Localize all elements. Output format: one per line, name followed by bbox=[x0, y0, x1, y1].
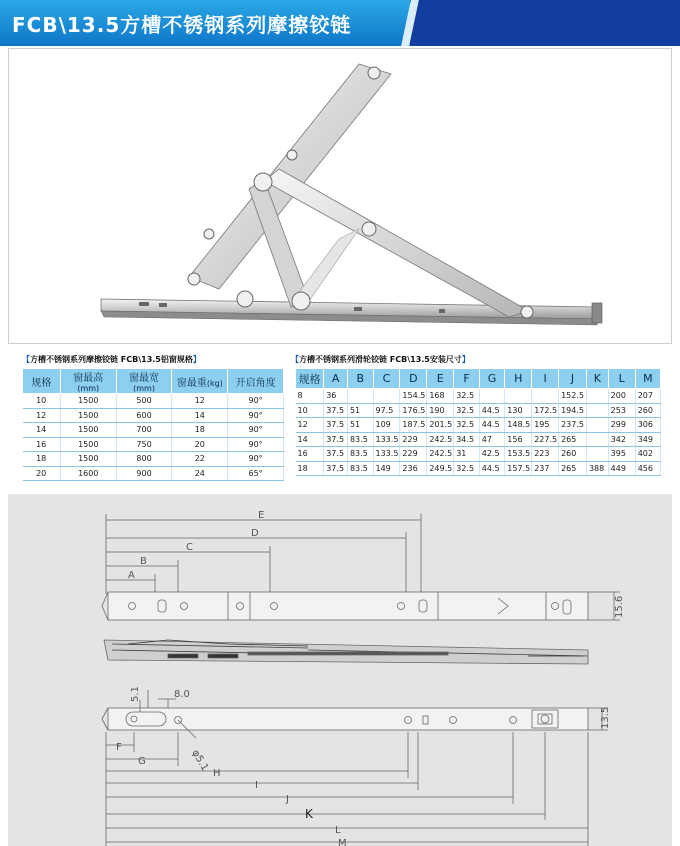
table1-cell: 1500 bbox=[60, 437, 116, 452]
title-bracket-close: 】 bbox=[192, 355, 201, 364]
table2-cell: 229 bbox=[400, 447, 427, 462]
hinge-spec-table bbox=[22, 368, 284, 481]
table2-cell: 195 bbox=[532, 418, 559, 433]
table2-cell: 242.5 bbox=[427, 432, 454, 447]
table1-cell: 18 bbox=[172, 423, 228, 438]
dim-label-h: H bbox=[213, 768, 221, 779]
table2-cell: 260 bbox=[559, 447, 587, 462]
table1-cell: 90° bbox=[228, 423, 284, 438]
table2-cell: 194.5 bbox=[559, 403, 587, 418]
dim-label-k: K bbox=[305, 807, 313, 821]
table1-cell: 800 bbox=[116, 452, 172, 467]
table2-cell bbox=[586, 403, 608, 418]
table1-cell: 1500 bbox=[60, 423, 116, 438]
table2-cell: 388 bbox=[586, 461, 608, 476]
table2-cell: 8 bbox=[296, 389, 324, 404]
dim-label-e: E bbox=[258, 510, 265, 521]
dim-label-5-1: 5.1 bbox=[130, 686, 141, 702]
table2-cell bbox=[586, 389, 608, 404]
table2-cell: 227.5 bbox=[532, 432, 559, 447]
dim-label-13-5: 13.5 bbox=[600, 706, 611, 729]
table2-cell: 36 bbox=[324, 389, 348, 404]
table2-cell bbox=[532, 389, 559, 404]
table2-cell: 176.5 bbox=[400, 403, 427, 418]
table2-cell: 32.5 bbox=[454, 389, 480, 404]
title-bracket-open: 【 bbox=[22, 355, 30, 364]
table2-cell: 44.5 bbox=[479, 461, 505, 476]
table1-title bbox=[22, 354, 201, 365]
table2-cell: 133.5 bbox=[373, 432, 400, 447]
table2-cell: 37.5 bbox=[324, 461, 348, 476]
table1-title-text: 方槽不锈钢系列摩擦铰链 FCB\13.5铝窗规格 bbox=[30, 355, 193, 364]
table2-header-cell: F bbox=[454, 369, 480, 389]
table2-cell bbox=[586, 447, 608, 462]
install-dimension-table bbox=[295, 368, 661, 476]
table2-cell: 32.5 bbox=[454, 418, 480, 433]
table2-cell: 16 bbox=[296, 447, 324, 462]
table2-header-cell: I bbox=[532, 369, 559, 389]
table2-cell: 299 bbox=[608, 418, 635, 433]
table2-cell: 51 bbox=[347, 403, 373, 418]
table1-cell: 1500 bbox=[60, 394, 116, 409]
table2-cell: 237 bbox=[532, 461, 559, 476]
table2-row bbox=[296, 389, 661, 404]
table2-cell: 168 bbox=[427, 389, 454, 404]
table2-header-cell: J bbox=[559, 369, 587, 389]
header-banner bbox=[0, 0, 680, 46]
table1-header-cell: 窗最宽(mm) bbox=[116, 369, 172, 394]
table2-header-cell: E bbox=[427, 369, 454, 389]
table2-header-cell: D bbox=[400, 369, 427, 389]
table2-cell: 44.5 bbox=[479, 418, 505, 433]
page-title: FCB\13.5方槽不锈钢系列摩擦铰链 bbox=[12, 13, 352, 37]
dim-label-i: I bbox=[255, 780, 258, 791]
dim-label-a: A bbox=[128, 570, 135, 581]
table2-header-cell: H bbox=[505, 369, 532, 389]
table2-cell: 242.5 bbox=[427, 447, 454, 462]
dimension-drawing bbox=[8, 494, 672, 846]
table2-cell: 109 bbox=[373, 418, 400, 433]
table2-cell: 44.5 bbox=[479, 403, 505, 418]
table1-cell: 14 bbox=[172, 408, 228, 423]
table2-cell: 42.5 bbox=[479, 447, 505, 462]
table1-body bbox=[23, 394, 284, 481]
table2-header-cell: K bbox=[586, 369, 608, 389]
table2-cell: 253 bbox=[608, 403, 635, 418]
table1-cell: 14 bbox=[23, 423, 61, 438]
table2-row bbox=[296, 432, 661, 447]
table2-title bbox=[291, 354, 470, 365]
title-bracket-close: 】 bbox=[461, 355, 470, 364]
table2-row bbox=[296, 461, 661, 476]
product-photo bbox=[8, 48, 672, 344]
table1-cell: 18 bbox=[23, 452, 61, 467]
table2-cell: 201.5 bbox=[427, 418, 454, 433]
table1-cell: 22 bbox=[172, 452, 228, 467]
table2-row bbox=[296, 403, 661, 418]
table2-cell: 172.5 bbox=[532, 403, 559, 418]
table2-cell bbox=[505, 389, 532, 404]
table2-cell: 152.5 bbox=[559, 389, 587, 404]
table2-cell: 133.5 bbox=[373, 447, 400, 462]
dim-label-8-0: 8.0 bbox=[174, 689, 190, 700]
table1-cell: 12 bbox=[23, 408, 61, 423]
table1-cell: 20 bbox=[172, 437, 228, 452]
table1-cell: 750 bbox=[116, 437, 172, 452]
table2-header-row bbox=[296, 369, 661, 389]
table2-cell: 249.5 bbox=[427, 461, 454, 476]
table2-header-cell: 规格 bbox=[296, 369, 324, 389]
table2-cell: 200 bbox=[608, 389, 635, 404]
table1-cell: 16 bbox=[23, 437, 61, 452]
table2-cell: 130 bbox=[505, 403, 532, 418]
table2-cell: 237.5 bbox=[559, 418, 587, 433]
table2-cell: 148.5 bbox=[505, 418, 532, 433]
dim-label-m: M bbox=[338, 838, 347, 846]
table2-cell: 12 bbox=[296, 418, 324, 433]
table2-cell: 349 bbox=[635, 432, 660, 447]
table1-cell: 1500 bbox=[60, 452, 116, 467]
table2-cell: 10 bbox=[296, 403, 324, 418]
table2-cell: 260 bbox=[635, 403, 660, 418]
dim-label-l: L bbox=[335, 825, 341, 836]
table1-row bbox=[23, 423, 284, 438]
table2-cell: 31 bbox=[454, 447, 480, 462]
table1-cell: 500 bbox=[116, 394, 172, 409]
table2-cell bbox=[373, 389, 400, 404]
table1-cell: 24 bbox=[172, 466, 228, 481]
table1-row bbox=[23, 466, 284, 481]
title-bracket-open: 【 bbox=[291, 355, 299, 364]
table2-cell: 83.5 bbox=[347, 432, 373, 447]
table2-cell: 97.5 bbox=[373, 403, 400, 418]
table2-cell: 402 bbox=[635, 447, 660, 462]
table2-cell bbox=[479, 389, 505, 404]
table2-cell: 37.5 bbox=[324, 418, 348, 433]
table2-cell: 342 bbox=[608, 432, 635, 447]
table2-cell: 265 bbox=[559, 461, 587, 476]
table2-cell: 37.5 bbox=[324, 432, 348, 447]
table2-cell bbox=[347, 389, 373, 404]
dim-label-15-6: 15.6 bbox=[614, 595, 625, 618]
table1-row bbox=[23, 408, 284, 423]
table1-row bbox=[23, 394, 284, 409]
table2-cell: 236 bbox=[400, 461, 427, 476]
table1-header-row bbox=[23, 369, 284, 394]
table1-cell: 600 bbox=[116, 408, 172, 423]
table2-cell: 265 bbox=[559, 432, 587, 447]
table2-cell: 37.5 bbox=[324, 403, 348, 418]
table2-header-cell: M bbox=[635, 369, 660, 389]
table2-cell: 18 bbox=[296, 461, 324, 476]
table2-cell: 32.5 bbox=[454, 403, 480, 418]
table1-cell: 90° bbox=[228, 394, 284, 409]
dim-label-f: F bbox=[116, 742, 122, 753]
table1-header-cell: 开启角度 bbox=[228, 369, 284, 394]
table2-cell: 47 bbox=[479, 432, 505, 447]
table1-cell: 700 bbox=[116, 423, 172, 438]
table2-row bbox=[296, 418, 661, 433]
table2-cell: 190 bbox=[427, 403, 454, 418]
table2-header-cell: L bbox=[608, 369, 635, 389]
table2-cell: 187.5 bbox=[400, 418, 427, 433]
dim-label-c: C bbox=[186, 542, 193, 553]
table2-row bbox=[296, 447, 661, 462]
table1-cell: 1500 bbox=[60, 408, 116, 423]
table2-cell: 83.5 bbox=[347, 461, 373, 476]
table1-cell: 10 bbox=[23, 394, 61, 409]
dim-label-b: B bbox=[140, 556, 147, 567]
table1-cell: 900 bbox=[116, 466, 172, 481]
table2-cell: 34.5 bbox=[454, 432, 480, 447]
table2-header-cell: C bbox=[373, 369, 400, 389]
hinge-illustration bbox=[9, 49, 673, 345]
table2-cell: 449 bbox=[608, 461, 635, 476]
table2-cell: 37.5 bbox=[324, 447, 348, 462]
table2-cell: 456 bbox=[635, 461, 660, 476]
table2-cell: 32.5 bbox=[454, 461, 480, 476]
table2-header-cell: G bbox=[479, 369, 505, 389]
header-dark-block bbox=[410, 0, 680, 46]
technical-drawing bbox=[8, 494, 672, 846]
table2-cell: 14 bbox=[296, 432, 324, 447]
table1-cell: 12 bbox=[172, 394, 228, 409]
table2-cell bbox=[586, 432, 608, 447]
table1-header-cell: 窗最重(kg) bbox=[172, 369, 228, 394]
table2-cell: 306 bbox=[635, 418, 660, 433]
dim-label-j: J bbox=[286, 794, 289, 805]
table2-header-cell: B bbox=[347, 369, 373, 389]
table2-body bbox=[296, 389, 661, 476]
table2-cell bbox=[586, 418, 608, 433]
table2-cell: 229 bbox=[400, 432, 427, 447]
table2-cell: 154.5 bbox=[400, 389, 427, 404]
dim-label-d: D bbox=[251, 528, 259, 539]
table1-header-cell: 规格 bbox=[23, 369, 61, 394]
dim-label-hole: φ5.1 bbox=[189, 748, 211, 773]
table1-cell: 90° bbox=[228, 452, 284, 467]
table2-header-cell: A bbox=[324, 369, 348, 389]
table1-cell: 65° bbox=[228, 466, 284, 481]
table2-cell: 156 bbox=[505, 432, 532, 447]
table1-cell: 20 bbox=[23, 466, 61, 481]
table2-cell: 395 bbox=[608, 447, 635, 462]
table2-cell: 207 bbox=[635, 389, 660, 404]
table2-title-text: 方槽不锈钢系列滑轮铰链 FCB\13.5安装尺寸 bbox=[299, 355, 462, 364]
table2-cell: 149 bbox=[373, 461, 400, 476]
table2-cell: 153.5 bbox=[505, 447, 532, 462]
table1-row bbox=[23, 452, 284, 467]
table1-cell: 90° bbox=[228, 408, 284, 423]
table1-cell: 90° bbox=[228, 437, 284, 452]
dim-label-g: G bbox=[138, 756, 146, 767]
table1-header-cell: 窗最高(mm) bbox=[60, 369, 116, 394]
table2-cell: 157.5 bbox=[505, 461, 532, 476]
table2-cell: 83.5 bbox=[347, 447, 373, 462]
table2-cell: 223 bbox=[532, 447, 559, 462]
table1-cell: 1600 bbox=[60, 466, 116, 481]
table1-row bbox=[23, 437, 284, 452]
table2-cell: 51 bbox=[347, 418, 373, 433]
